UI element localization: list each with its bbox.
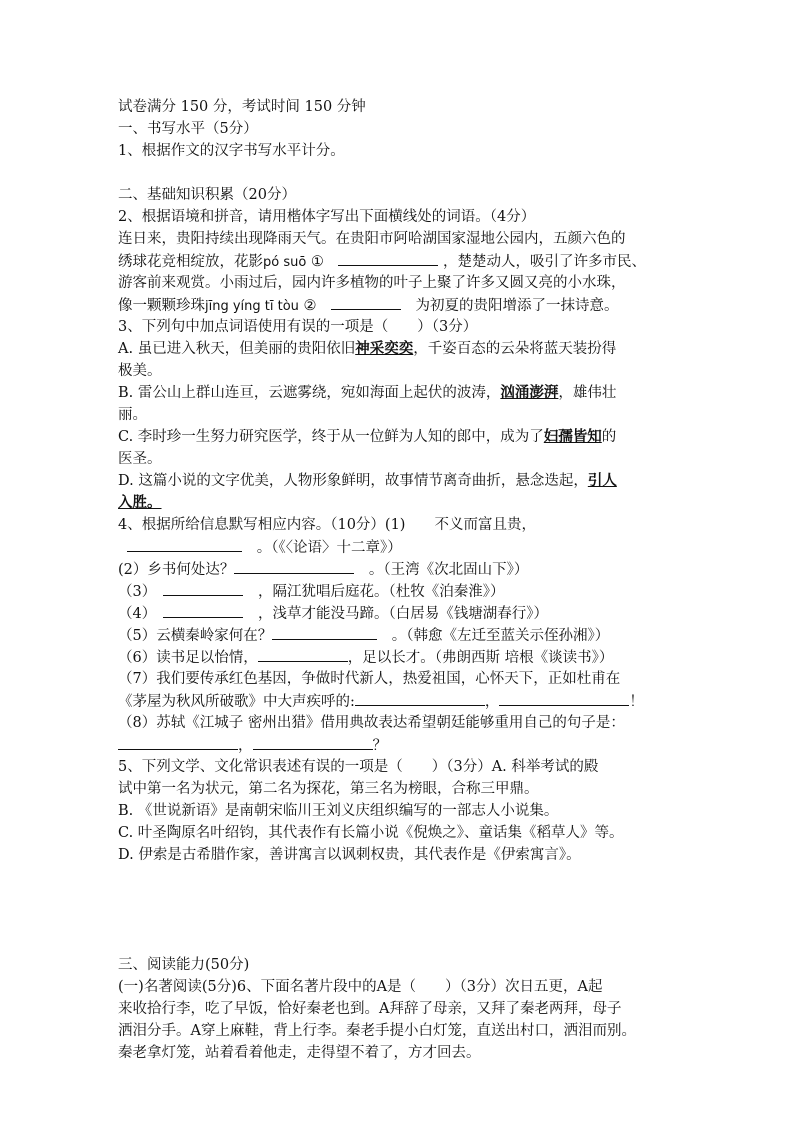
question-2-text: 绣球花竞相绽放，花影pó suō ① ，楚楚动人，吸引了许多市民、: [118, 250, 678, 272]
dotted-word: 神采奕奕: [355, 340, 414, 357]
answer-blank[interactable]: [163, 602, 243, 618]
question-4-title: 4、根据所给信息默写相应内容。（10分）(1) 不义而富且贵，: [118, 517, 536, 533]
reading-passage: 洒泪分手。A穿上麻鞋，背上行李。秦老手提小白灯笼，直送出村口，洒泪而别。: [118, 1023, 636, 1039]
answer-blank[interactable]: [331, 294, 401, 310]
pinyin: jīng yíng tī tòu: [205, 299, 299, 314]
exam-page: [118, 96, 678, 1064]
answer-blank[interactable]: [253, 734, 373, 750]
question-5-title: 5、下列文学、文化常识表述有误的一项是（ ）（3分）A. 科举考试的殿: [118, 759, 599, 775]
exam-info: 试卷满分 150 分，考试时间 150 分钟: [118, 99, 366, 115]
question-3-option-b: B. 雷公山上群山连亘，云遮雾绕，宛如海面上起伏的波涛，汹涌澎湃，雄伟壮: [118, 384, 617, 401]
reading-passage: (一)名著阅读(5分)6、下面名著片段中的A是（ ）（3分）次日五更，A起: [118, 979, 603, 995]
question-4-item-8-cont: ， ？: [118, 734, 678, 756]
question-2-text: 像一颗颗珍珠jīng yíng tī tòu ② 为初夏的贵阳增添了一抹诗意。: [118, 294, 678, 316]
question-4-item-2: (2）乡书何处达？ 。（王湾《次北固山下》）: [118, 558, 678, 580]
question-2-text: 连日来，贵阳持续出现降雨天气。在贵阳市阿哈湖国家湿地公园内，五颜六色的: [118, 231, 626, 247]
section-2-title: 二、基础知识积累（20分）: [118, 187, 296, 203]
question-5-option-a: 试中第一名为状元，第二名为探花，第三名为榜眼，合称三甲鼎。: [118, 781, 539, 797]
answer-blank[interactable]: [258, 646, 348, 662]
question-4-item-7-cont: 《茅屋为秋风所破歌》中大声疾呼的: ， ！: [118, 690, 678, 712]
question-3-option-c: C. 李时珍一生努力研究医学，终于从一位鲜为人知的郎中，成为了妇孺皆知的: [118, 428, 617, 445]
question-4-item-7: （7）我们要传承红色基因，争做时代新人，热爱祖国，心怀天下，正如杜甫在: [118, 671, 621, 687]
question-2-title: 2、根据语境和拼音，请用楷体字写出下面横线处的词语。（4分）: [118, 209, 536, 225]
question-3-option-d-cont: 入胜。: [118, 494, 162, 511]
question-3-option-d: D. 这篇小说的文字优美，人物形象鲜明，故事情节离奇曲折，悬念迭起，引人: [118, 472, 617, 489]
question-4-item-6: （6）读书足以怡情， ，足以长才。（弗朗西斯 培根《谈读书》）: [118, 646, 678, 668]
pinyin: pó suō: [263, 255, 307, 270]
question-5-option-b: B. 《世说新语》是南朝宋临川王刘义庆组织编写的一部志人小说集。: [118, 803, 559, 819]
answer-blank[interactable]: [355, 690, 485, 706]
dotted-word: 妇孺皆知: [543, 428, 602, 445]
question-3-title: 3、下列句中加点词语使用有误的一项是（ ）（3分）: [118, 319, 478, 335]
dotted-word: 汹涌澎湃: [500, 384, 559, 401]
answer-blank[interactable]: [234, 558, 354, 574]
section-3-title: 三、阅读能力(50分): [118, 957, 250, 973]
question-3-option-a-cont: 极美。: [118, 363, 162, 379]
question-4-item-3: （3） ，隔江犹唱后庭花。（杜牧《泊秦淮》）: [118, 580, 678, 602]
question-1: 1、根据作文的汉字书写水平计分。: [118, 143, 345, 159]
section-1-title: 一、书写水平（5分）: [118, 121, 258, 137]
reading-passage: 秦老拿灯笼，站着看着他走，走得望不着了，方才回去。: [118, 1045, 481, 1061]
answer-blank[interactable]: [272, 624, 377, 640]
question-5-option-c: C. 叶圣陶原名叶绍钧，其代表作有长篇小说《倪焕之》、童话集《稻草人》等。: [118, 825, 624, 841]
dotted-word: 引人: [587, 472, 617, 489]
question-3-option-b-cont: 丽。: [118, 407, 147, 423]
reading-passage: 来收拾行李，吃了早饭，恰好秦老也到。A拜辞了母亲，又拜了秦老两拜，母子: [118, 1001, 622, 1017]
answer-blank[interactable]: [499, 690, 629, 706]
answer-blank[interactable]: [118, 734, 238, 750]
question-4-item-4: （4） ，浅草才能没马蹄。（白居易《钱塘湖春行》）: [118, 602, 678, 624]
question-3-option-a: A. 虽已进入秋天，但美丽的贵阳依旧神采奕奕，千姿百态的云朵将蓝天装扮得: [118, 340, 617, 357]
question-3-option-c-cont: 医圣。: [118, 451, 162, 467]
question-2-text: 游客前来观赏。小雨过后，园内许多植物的叶子上聚了许多又圆又亮的小水珠，: [118, 275, 626, 291]
question-5-option-d: D. 伊索是古希腊作家，善讲寓言以讽刺权贵，其代表作是《伊索寓言》。: [118, 847, 581, 863]
question-4-item-1: 。（《〈论语〉十二章》）: [118, 536, 678, 558]
question-4-item-8: （8）苏轼《江城子 密州出猎》借用典故表达希望朝廷能够重用自己的句子是：: [118, 715, 625, 731]
answer-blank[interactable]: [338, 250, 438, 266]
answer-blank[interactable]: [127, 536, 242, 552]
question-4-item-5: （5）云横秦岭家何在？ 。（韩愈《左迁至蓝关示侄孙湘》）: [118, 624, 678, 646]
answer-blank[interactable]: [163, 580, 243, 596]
